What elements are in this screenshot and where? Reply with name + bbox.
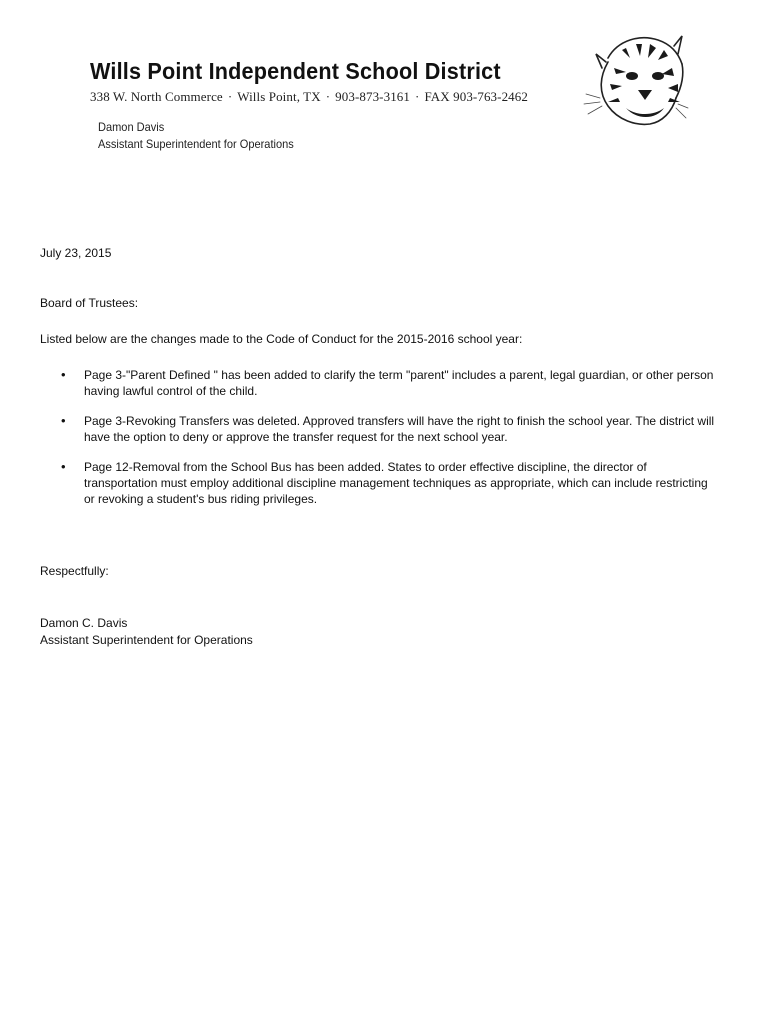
change-text: Page 12-Removal from the School Bus has been added. States to order effective discipline, the director of transportation must employ additional discipline management techniques as appropriate, which can include restricting or revoking a student's bus riding privileges. [84, 460, 708, 506]
district-address-line [90, 89, 528, 105]
phone-number: 903-873-3161 [335, 89, 410, 104]
intro-paragraph: Listed below are the changes made to the Code of Conduct for the 2015-2016 school year: [40, 332, 523, 346]
change-text: Page 3-"Parent Defined " has been added to clarify the term "parent" includes a parent, legal guardian, or other person having lawful control of the child. [84, 368, 714, 398]
address-separator: · [415, 89, 420, 104]
closing: Respectfully: [40, 564, 109, 578]
address-separator: · [325, 89, 331, 104]
signature-name: Damon C. Davis [40, 616, 128, 630]
list-item [40, 413, 720, 445]
change-text: Page 3-Revoking Transfers was deleted. Approved transfers will have the right to finish the school year. The district will have the option to deny or approve the transfer request for the next school year. [84, 414, 715, 444]
bullet: • [61, 413, 66, 428]
address-separator: · [227, 89, 233, 104]
bullet: • [61, 367, 66, 382]
bullet: • [61, 459, 66, 474]
city-state: Wills Point, TX [237, 89, 321, 104]
changes-list [40, 367, 720, 521]
fax-number: FAX 903-763-2462 [424, 89, 528, 104]
tiger-head-icon [578, 28, 690, 138]
list-item [40, 367, 720, 399]
signature-title: Assistant Superintendent for Operations [40, 633, 253, 647]
letter-date: July 23, 2015 [40, 246, 112, 260]
list-item [40, 459, 720, 507]
street-address: 338 W. North Commerce [90, 89, 223, 104]
sender-name: Damon Davis [98, 120, 165, 134]
salutation: Board of Trustees: [40, 296, 139, 310]
district-name: Wills Point Independent School District [90, 58, 501, 84]
sender-title: Assistant Superintendent for Operations [98, 137, 294, 151]
